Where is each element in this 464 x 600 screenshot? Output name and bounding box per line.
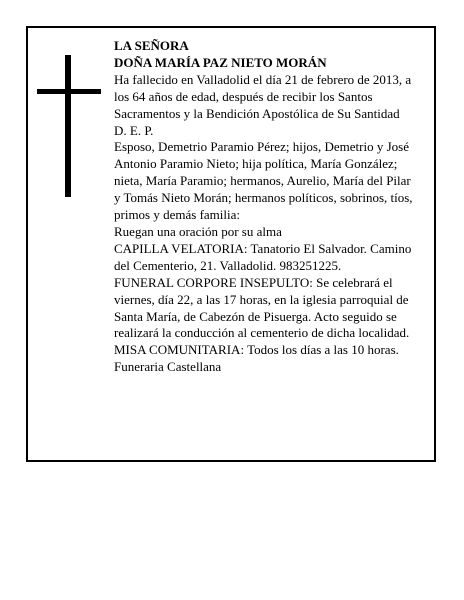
obituary-text bbox=[114, 38, 414, 376]
cross-vertical-bar bbox=[65, 55, 71, 197]
family-list: Esposo, Demetrio Paramio Pérez; hijos, Demetrio y José Antonio Paramio Nieto; hija política, María González; nieta, María Paramio; hermanos, Aurelio, María del Pilar y Tomás Nieto Morán; hermanos políticos, sobrinos, tíos, primos y demás familia: bbox=[114, 139, 413, 223]
notice-title: LA SEÑORA bbox=[114, 38, 189, 53]
latin-cross-icon bbox=[37, 55, 101, 197]
death-info: Ha fallecido en Valladolid el día 21 de febrero de 2013, a los 64 años de edad, después de recibir los Santos Sacramentos y la Bendición Apostólica de Su Santidad bbox=[114, 71, 412, 121]
chapel-info: CAPILLA VELATORIA: Tanatorio El Salvador. Camino del Cementerio, 21. Valladolid. 983251225. bbox=[114, 240, 412, 273]
funeral-info: FUNERAL CORPORE INSEPULTO: Se celebrará el viernes, día 22, a las 17 horas, en la iglesia parroquial de Santa María, de Cabezón de Pisuerga. Acto seguido se realizará la conducción al cementerio de dicha localidad. bbox=[114, 274, 410, 341]
rip-line: D. E. P. bbox=[114, 122, 154, 138]
cross-horizontal-bar bbox=[37, 89, 101, 94]
mass-info: MISA COMUNITARIA: Todos los días a las 10 horas. bbox=[114, 342, 399, 358]
deceased-name: DOÑA MARÍA PAZ NIETO MORÁN bbox=[114, 54, 327, 70]
prayer-request: Ruegan una oración por su alma bbox=[114, 223, 282, 239]
funeral-home: Funeraria Castellana bbox=[114, 359, 222, 375]
